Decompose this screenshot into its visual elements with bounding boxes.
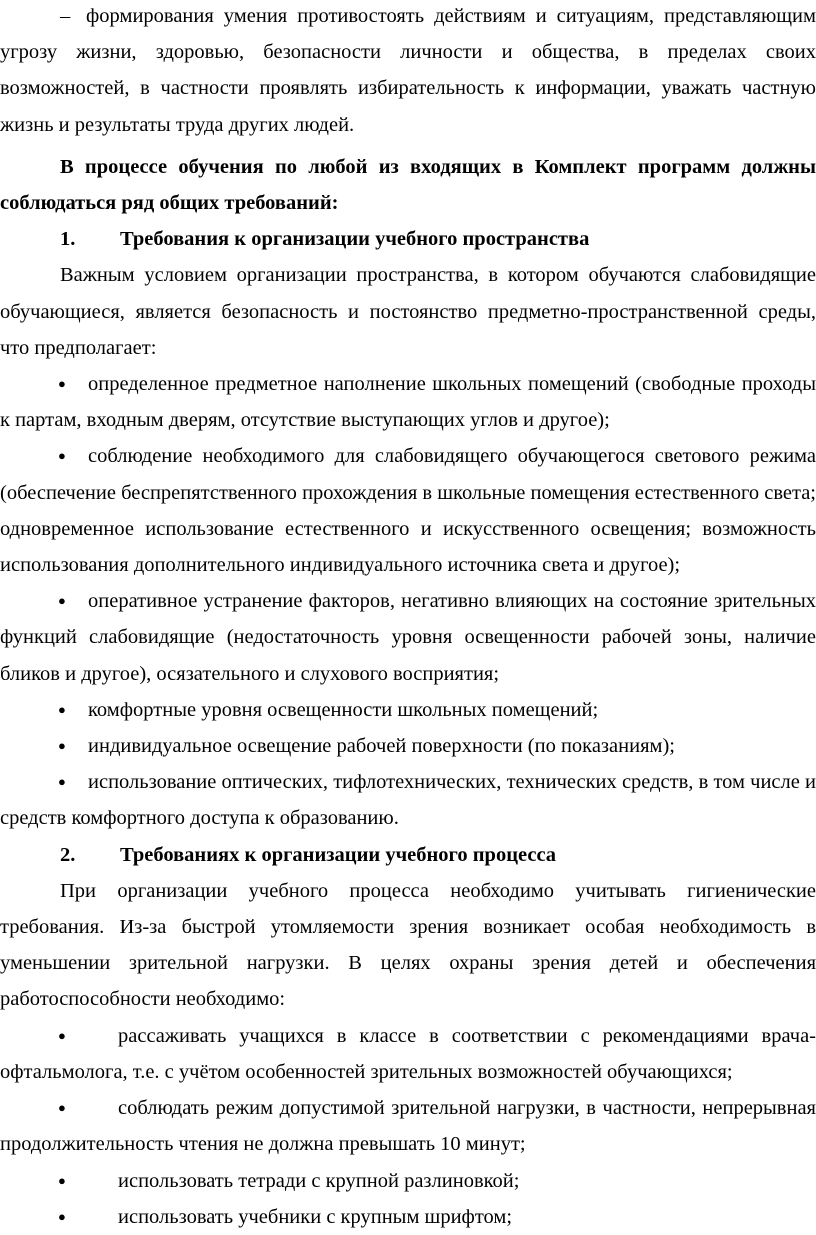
list-item: ● соблюдение необходимого для слабовидящего обучающегося светового режима (обеспечение беспрепятственного прохождения в школьные помещения естественного света; одновременное использование естественного и искусственного освещения; возможность использования дополнительного индивидуального источника света и другое); [0,438,816,583]
bullet-icon: ● [58,376,66,392]
list-item: ● использовать тетради с крупной разлиновкой; [0,1163,816,1199]
requirements-intro: В процессе обучения по любой из входящих в Комплект программ должны соблюдаться ряд общих требований: [0,155,816,215]
bullet-icon: ● [58,1100,66,1116]
intro-text: формирования умения противостоять действиям и ситуациям, представляющим угрозу жизни, здоровью, безопасности личности и общества, в пределах своих возможностей, в частности проявлять избирательность к информации, уважать частную жизнь и результаты труда других людей. [0,5,816,136]
section-1-number: 1. [60,228,76,251]
list-item: ● соблюдать режим допустимой зрительной нагрузки, в частности, непрерывная продолжительность чтения не должна превышать 10 минут; [0,1090,816,1162]
list-item: ● рассаживать учащихся в классе в соответствии с рекомендациями врача-офтальмолога, т.е. с учётом особенностей зрительных возможностей обучающихся; [0,1018,816,1090]
section-1-title: Требования к организации учебного пространства [120,228,590,251]
list-item: ● определенное предметное наполнение школьных помещений (свободные проходы к партам, входным дверям, отсутствие выступающих углов и другое); [0,366,816,438]
section-1-heading [0,221,816,257]
bullet-icon: ● [58,448,66,464]
process-list [0,1018,816,1235]
section-2-title: Требованиях к организации учебного процесса [120,843,557,866]
bullet-icon: ● [58,738,66,754]
bullet-icon: ● [58,1172,66,1188]
bullet-icon: ● [58,1027,66,1043]
list-item: ● оперативное устранение факторов, негативно влияющих на состояние зрительных функций слабовидящие (недостаточность уровня освещенности рабочей зоны, наличие бликов и другое), осязательного и слухового восприятия; [0,583,816,692]
intro-paragraph [0,0,816,143]
bullet-icon: ● [58,701,66,717]
space-list [0,366,816,837]
bullet-icon: ● [58,1208,66,1224]
section-2-number: 2. [60,843,76,866]
list-item: ● использование оптических, тифлотехнических, технических средств, в том числе и средств комфортного доступа к образованию. [0,764,816,836]
process-paragraph: При организации учебного процесса необходимо учитывать гигиенические требования. Из-за быстрой утомляемости зрения возникает особая необходимость в уменьшении зрительной нагрузки. В целях охраны зрения детей и обеспечения работоспособности необходимо: [0,879,816,1011]
dash-marker: – [60,5,71,27]
bullet-icon: ● [58,593,66,609]
list-item: ● индивидуальное освещение рабочей поверхности (по показаниям); [0,728,816,764]
section-2-heading [0,837,816,873]
bullet-icon: ● [58,774,66,790]
space-paragraph: Важным условием организации пространства, в котором обучаются слабовидящие обучающиеся, является безопасность и постоянство предметно-пространственной среды, что предполагает: [0,264,816,359]
list-item: ● комфортные уровня освещенности школьных помещений; [0,692,816,728]
list-item: ● использовать учебники с крупным шрифтом; [0,1199,816,1235]
